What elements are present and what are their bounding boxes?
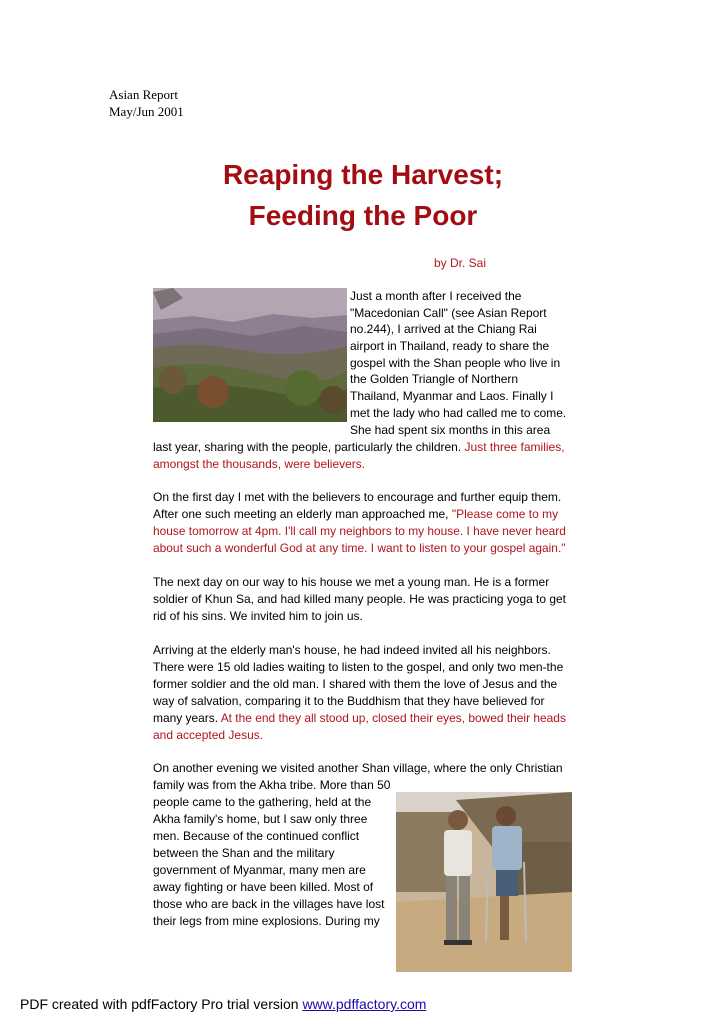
p4-line: Arriving at the elderly man's house, he had indeed invited all his neighbors.: [153, 643, 551, 657]
pdffactory-link[interactable]: www.pdffactory.com: [302, 996, 427, 1012]
p1-line: no.244), I arrived at the Chiang Rai: [350, 322, 537, 336]
article-title-line-2: Feeding the Poor: [248, 200, 478, 231]
p1-line: gospel with the Shan people who live in: [350, 356, 561, 370]
p4-text: many years.: [153, 711, 221, 725]
footer-text: PDF created with pdfFactory Pro trial version: [20, 996, 303, 1012]
p4-line: [153, 710, 566, 727]
pdf-footer: [20, 996, 426, 1012]
p1-line: [153, 439, 565, 456]
p2-quote: "Please come to my: [451, 507, 559, 521]
p5-line: people came to the gathering, held at the: [153, 795, 372, 809]
p5-line: away fighting or have been killed. Most of: [153, 880, 374, 894]
p1-line: Thailand, Myanmar and Laos. Finally I: [350, 389, 554, 403]
p4-highlight-line: and accepted Jesus.: [153, 728, 264, 742]
publication-name: Asian Report: [109, 87, 178, 102]
p1-line: airport in Thailand, ready to share the: [350, 339, 550, 353]
p5-line: between the Shan and the military: [153, 846, 335, 860]
p2-line: On the first day I met with the believers to encourage and further equip them.: [153, 490, 562, 504]
publication-date: May/Jun 2001: [109, 104, 184, 119]
p3-line: soldier of Khun Sa, and had killed many people. He was practicing yoga to get: [153, 592, 566, 606]
p1-line: met the lady who had called me to come.: [350, 406, 567, 420]
p5-line: On another evening we visited another Shan village, where the only Christian: [153, 761, 563, 775]
p1-line: She had spent six months in this area: [350, 423, 551, 437]
p5-line: those who are back in the villages have lost: [153, 897, 385, 911]
author-byline: by Dr. Sai: [434, 256, 487, 270]
p1-line: Just a month after I received the: [350, 289, 522, 303]
p2-quote-line: house tomorrow at 4pm. I'll call my neighbors to my house. I have never heard: [153, 524, 566, 538]
p2-text: After one such meeting an elderly man approached me,: [153, 507, 452, 521]
p4-line: There were 15 old ladies waiting to listen to the gospel, and only two men-the: [153, 660, 564, 674]
p4-line: former soldier and the old man. I shared with them the love of Jesus and the: [153, 677, 558, 691]
p1-highlight: Just three families,: [464, 440, 565, 454]
p4-highlight: At the end they all stood up, closed their eyes, bowed their heads: [220, 711, 566, 725]
landscape-photo: [153, 288, 347, 422]
p1-text: last year, sharing with the people, particularly the children.: [153, 440, 465, 454]
p2-quote-line: about such a wonderful God at any time. I want to listen to your gospel again.": [153, 541, 566, 555]
p2-line: [153, 506, 558, 523]
article-title-line-1: Reaping the Harvest;: [222, 159, 504, 190]
p1-line: "Macedonian Call" (see Asian Report: [350, 306, 547, 320]
p4-line: way of salvation, comparing it to the Buddhism that they have believed for: [153, 694, 545, 708]
p3-line: rid of his sins. We invited him to join us.: [153, 609, 363, 623]
publication-header: [109, 86, 184, 120]
p5-line: Akha family's home, but I saw only three: [153, 812, 368, 826]
p5-line: their legs from mine explosions. During my: [153, 914, 380, 928]
p5-line: men. Because of the continued conflict: [153, 829, 360, 843]
p1-line: the Golden Triangle of Northern: [350, 372, 519, 386]
people-photo: [396, 792, 572, 972]
p1-highlight-line: amongst the thousands, were believers.: [153, 457, 366, 471]
p5-line: government of Myanmar, many men are: [153, 863, 366, 877]
p3-line: The next day on our way to his house we met a young man. He is a former: [153, 575, 550, 589]
p5-line: family was from the Akha tribe. More than 50: [153, 778, 391, 792]
